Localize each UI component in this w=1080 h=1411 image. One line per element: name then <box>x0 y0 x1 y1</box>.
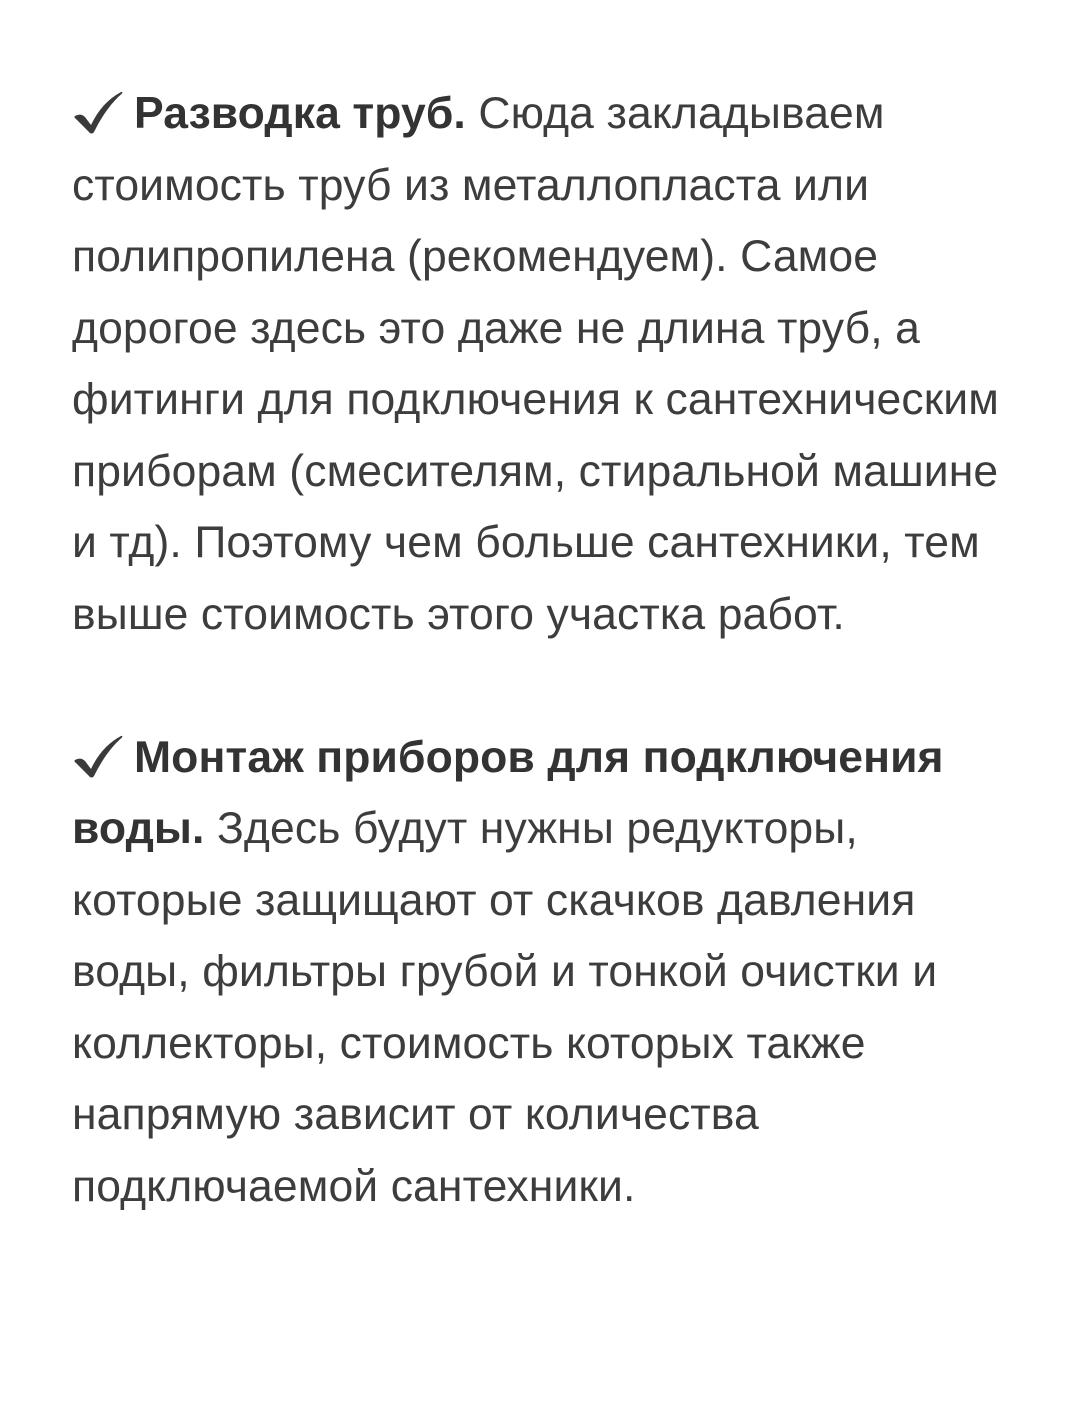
section-pipe-routing <box>72 78 1008 650</box>
section-text: Сюда закладываем стоимость труб из металлопласта или полипропилена (рекомендуем). Самое дорогое здесь это даже не длина труб, а фитинги для подключения к сантехническим приборам (смесителям, стиральной машине и тд). Поэтому чем больше сантехники, тем выше стоимость этого участка работ. <box>72 89 999 639</box>
section-title: Монтаж приборов для подключения воды. <box>72 732 944 853</box>
section-title: Разводка труб. <box>134 89 466 138</box>
checkmark-icon <box>72 90 124 136</box>
checkmark-icon <box>72 734 124 780</box>
section-text: Здесь будут нужны редукторы, которые защищают от скачков давления воды, фильтры грубой и тонкой очистки и коллекторы, стоимость которых также напрямую зависит от количества подключаемой сантехники. <box>72 804 938 1211</box>
article-body <box>72 78 1008 1222</box>
section-water-devices <box>72 722 1008 1223</box>
